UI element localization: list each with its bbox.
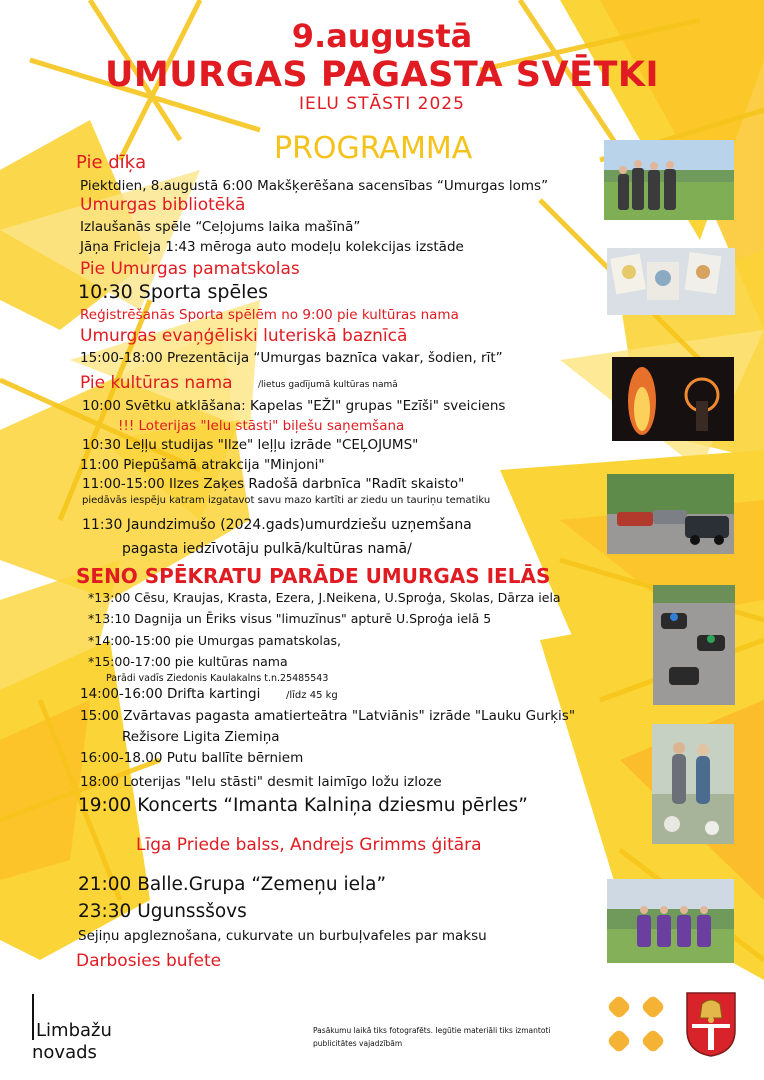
heading-baznica: Umurgas evaņģēliski luteriskā baznīcā bbox=[80, 326, 408, 346]
fire-show-photo bbox=[612, 357, 734, 441]
director-line: Režisore Ligita Ziemiņa bbox=[122, 729, 280, 745]
vintage-cars-photo bbox=[607, 474, 734, 554]
puppet-show-line: 10:30 Leļļu studijas "Ilze" leļļu izrāde "CEĻOJUMS" bbox=[82, 437, 419, 453]
lottery-draw-line: 18:00 Loterijas "Ielu stāsti" desmit laimīgo ložu izloze bbox=[80, 774, 442, 790]
program-label: PROGRAMMA bbox=[274, 131, 473, 166]
event-title: UMURGAS PAGASTA SVĒTKI bbox=[104, 55, 660, 95]
parade-route-line: *13:00 Cēsu, Kraujas, Krasta, Ezera, J.Neikena, U.Sproģa, Skolas, Dārza iela bbox=[88, 590, 561, 605]
opening-line: 10:00 Svētku atklāšana: Kapelas "EŽI" grupas "Ezīši" sveiciens bbox=[82, 398, 506, 414]
craft-cards-photo bbox=[607, 248, 735, 315]
heading-pie-dika: Pie dīķa bbox=[76, 152, 147, 173]
performers-line: Līga Priede balss, Andrejs Grimms ģitāra bbox=[136, 835, 482, 855]
sports-registration-note: Reģistrēšanās Sporta spēlēm no 9:00 pie kultūras nama bbox=[80, 307, 459, 323]
drift-karting-line: 14:00-16:00 Drifta kartingi bbox=[80, 686, 261, 702]
parade-stop-line: *13:10 Dagnija un Ēriks visus "limuzīnus" apturē U.Sproģa ielā 5 bbox=[88, 611, 492, 626]
ball-line: 21:00 Balle.Grupa “Zemeņu iela” bbox=[78, 874, 387, 895]
limbazu-logo bbox=[32, 994, 142, 1064]
workshop-note: piedāvās iespēju katram izgatavot savu mazo kartīti ar ziedu un tauriņu tematiku bbox=[82, 495, 491, 506]
heading-biblioteka: Umurgas bibliotēkā bbox=[80, 195, 246, 215]
inflatable-line: 11:00 Piepūšamā atrakcija "Minjoni" bbox=[80, 457, 325, 473]
fireshow-line: 23:30 Ugunssšovs bbox=[78, 901, 247, 922]
logo-text-novads: novads bbox=[32, 1042, 97, 1063]
extras-line: Sejiņu apgleznošana, cukurvate un burbuļvafeles par maksu bbox=[78, 928, 487, 944]
concert-performers-photo bbox=[652, 724, 734, 844]
event-subtitle: IELU STĀSTI 2025 bbox=[299, 94, 465, 114]
heading-kulturas-nams: Pie kultūras nama bbox=[80, 373, 233, 393]
parade-culture-line: *15:00-17:00 pie kultūras nama bbox=[88, 654, 288, 669]
parade-leader-note: Parādi vadīs Ziedonis Kaulakalns t.n.25485543 bbox=[106, 673, 329, 684]
heading-parade: SENO SPĒKRATU PARĀDE UMURGAS IELĀS bbox=[76, 564, 551, 588]
model-exhibition-line: Jāņa Fricleja 1:43 mēroga auto modeļu kolekcijas izstāde bbox=[80, 239, 464, 255]
workshop-line: 11:00-15:00 Ilzes Zaķes Radošā darbnīca "Radīt skaisto" bbox=[82, 476, 465, 492]
foam-party-line: 16:00-18.00 Putu ballīte bērniem bbox=[80, 750, 304, 766]
band-photo bbox=[607, 879, 734, 963]
photo-notice-line-1: Pasākumu laikā tiks fotografēts. Iegūtie materiāli tiks izmantoti bbox=[313, 1026, 551, 1035]
newborn-welcome-line-2: pagasta iedzīvotāju pulkā/kultūras namā/ bbox=[122, 541, 412, 557]
orange-knot-icon bbox=[606, 994, 666, 1054]
logo-text-limbazu: Limbažu bbox=[36, 1020, 112, 1041]
drift-weight-note: /līdz 45 kg bbox=[286, 690, 338, 701]
fishing-group-photo bbox=[604, 140, 734, 220]
newborn-welcome-line: 11:30 Jaundzimušo (2024.gads)umurdziešu uzņemšana bbox=[82, 517, 472, 533]
escape-game-line: Izlaušanās spēle “Ceļojums laika mašīnā” bbox=[80, 219, 361, 235]
lottery-tickets-line: !!! Loterijas "Ielu stāsti" biļešu saņemšana bbox=[118, 418, 405, 434]
coat-of-arms-icon bbox=[684, 990, 738, 1058]
fishing-line: Piektdien, 8.augustā 6:00 Makšķerēšana sacensības “Umurgas loms” bbox=[80, 178, 549, 194]
concert-line: 19:00 Koncerts “Imanta Kalniņa dziesmu pērles” bbox=[78, 795, 528, 816]
theatre-line: 15:00 Zvārtavas pagasta amatierteātra "Latviānis" izrāde "Lauku Gurķis" bbox=[80, 708, 576, 724]
church-presentation-line: 15:00-18:00 Prezentācija “Umurgas baznīca vakar, šodien, rīt” bbox=[80, 350, 503, 366]
sports-games-line: 10:30 Sporta spēles bbox=[78, 281, 268, 303]
buffet-line: Darbosies bufete bbox=[76, 951, 222, 971]
photo-notice-line-2: publicitātes vajadzībām bbox=[313, 1039, 403, 1048]
event-date: 9.augustā bbox=[291, 17, 473, 55]
logo-bar bbox=[32, 994, 34, 1040]
karting-photo bbox=[653, 585, 735, 705]
parade-school-line: *14:00-15:00 pie Umurgas pamatskolas, bbox=[88, 633, 342, 648]
heading-pamatskola: Pie Umurgas pamatskolas bbox=[80, 259, 300, 279]
rain-location-note: /lietus gadījumā kultūras namā bbox=[258, 380, 398, 390]
